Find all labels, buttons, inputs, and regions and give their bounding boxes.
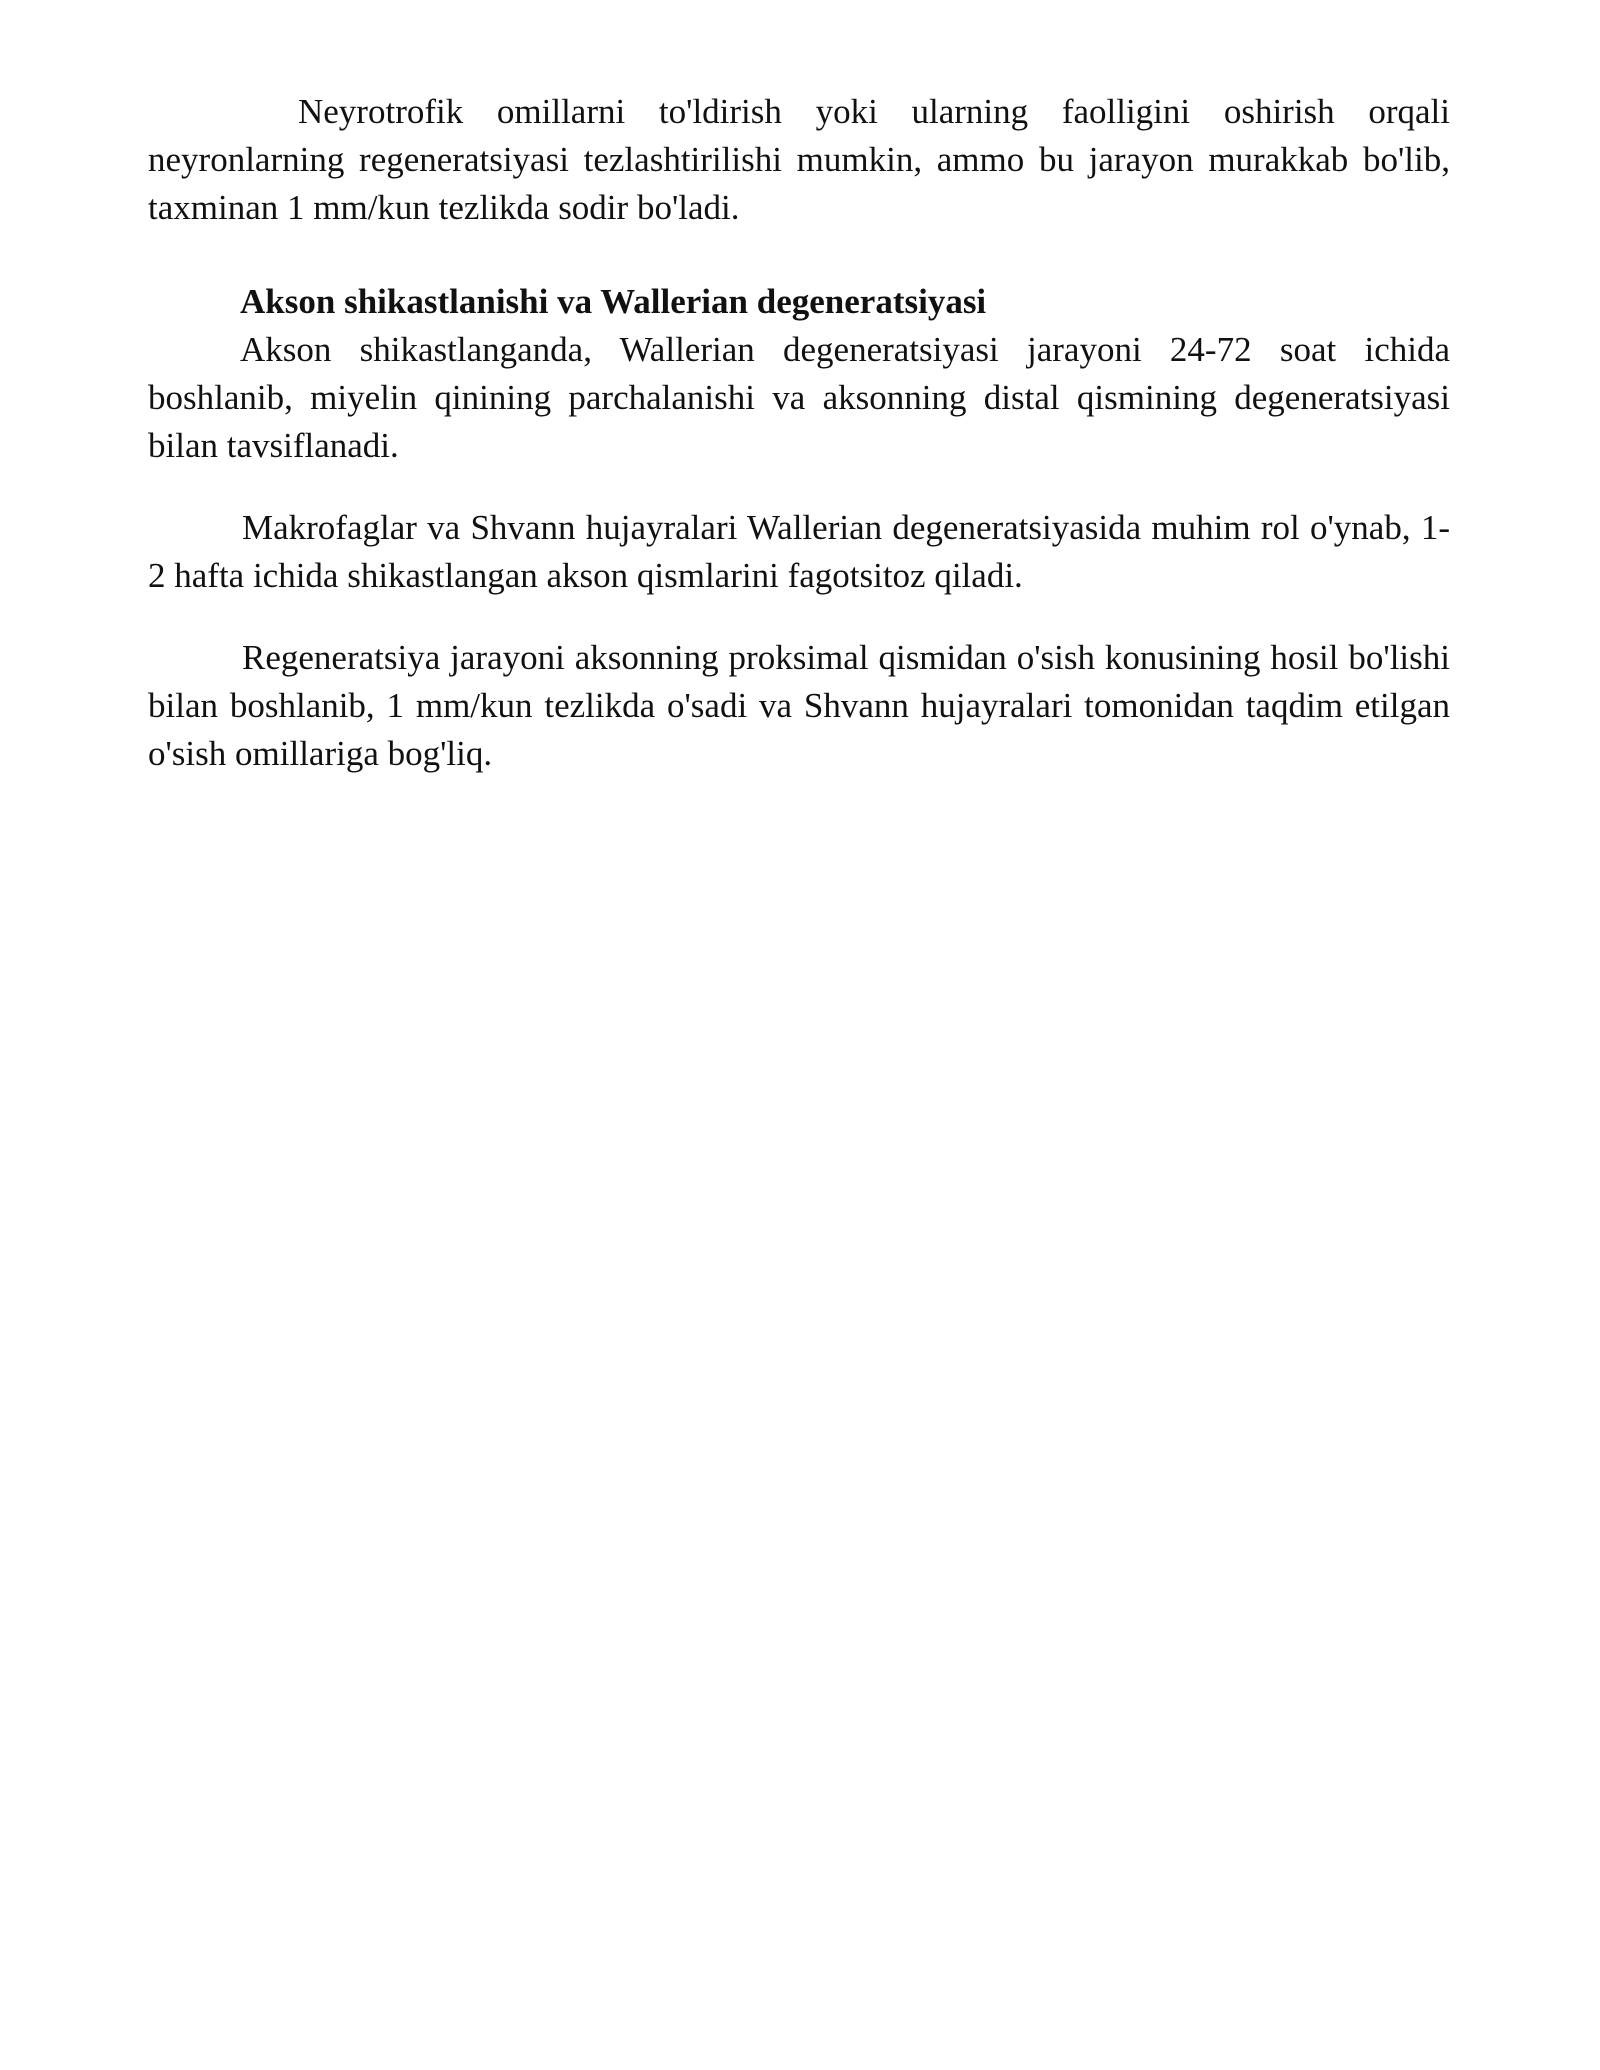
paragraph-neurotrophic-factors: Neyrotrofik omillarni to'ldirish yoki ularning faolligini oshirish orqali neyronlarning regeneratsiyasi tezlashtirilishi mumkin, ammo bu jarayon murakkab bo'lib, taxminan 1 mm/kun tezlikda sodir bo'ladi.: [148, 92, 1450, 227]
paragraph-axon-injury: Akson shikastlanganda, Wallerian degeneratsiyasi jarayoni 24-72 soat ichida boshlanib, miyelin qinining parchalanishi va aksonning distal qismining degeneratsiyasi bilan tavsiflanadi.: [148, 330, 1450, 465]
paragraph-macrophages: Makrofaglar va Shvann hujayralari Wallerian degeneratsiyasida muhim rol o'ynab, 1-2 hafta ichida shikastlangan akson qismlarini fagotsitoz qiladi.: [148, 508, 1450, 595]
paragraph-regeneration: Regeneratsiya jarayoni aksonning proksimal qismidan o'sish konusining hosil bo'lishi bilan boshlanib, 1 mm/kun tezlikda o'sadi va Shvann hujayralari tomonidan taqdim etilgan o'sish omillariga bog'liq.: [148, 638, 1450, 773]
document-body: [148, 88, 1450, 778]
section-heading: Akson shikastlanishi va Wallerian degeneratsiyasi: [240, 282, 987, 321]
